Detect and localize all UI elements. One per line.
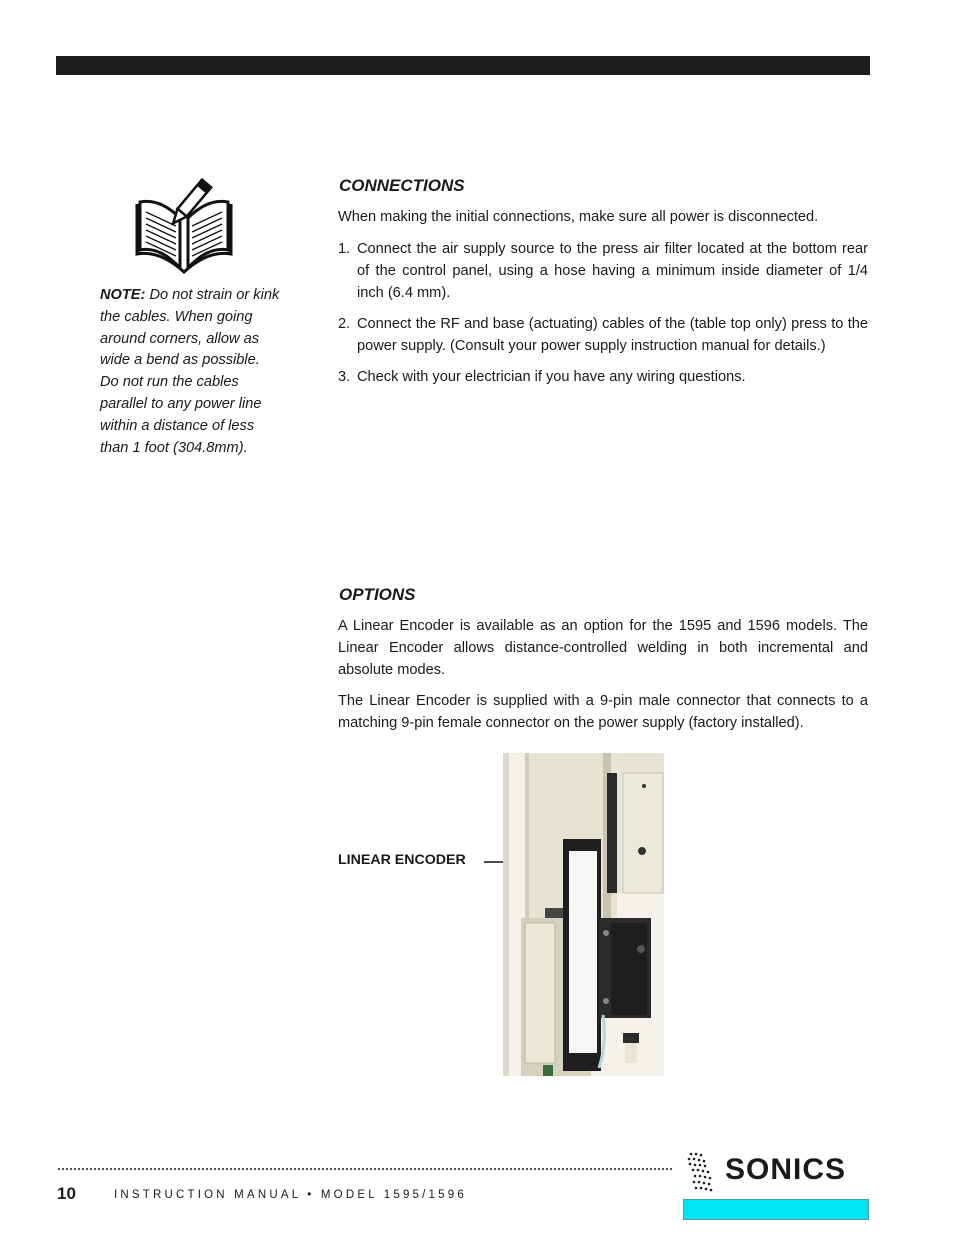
brand-name: SONICS — [725, 1153, 847, 1186]
step-text: Connect the RF and base (actuating) cables of the (table top only) press to the power supply. (Consult your power supply instruction manual for details.) — [357, 315, 868, 354]
connections-steps — [338, 239, 868, 398]
list-item — [338, 239, 868, 304]
step-number: 1. — [338, 241, 351, 257]
list-item — [338, 314, 868, 358]
options-paragraph: A Linear Encoder is available as an option for the 1595 and 1596 models. The Linear Encoder allows distance-controlled welding in both incremental and absolute modes. — [338, 618, 868, 678]
manual-title: INSTRUCTION MANUAL • MODEL 1595/1596 — [114, 1189, 467, 1201]
step-text: Connect the air supply source to the press air filter located at the bottom rear of the control panel, using a hose having a minimum inside diameter of 1/4 inch (6.4 mm). — [357, 241, 868, 301]
book-pencil-icon — [134, 178, 234, 274]
list-item — [338, 367, 868, 389]
sonics-logo-icon — [686, 1150, 716, 1192]
page-number: 10 — [57, 1184, 76, 1203]
connections-heading: CONNECTIONS — [339, 176, 465, 195]
note-body: Do not strain or kink the cables. When going around corners, allow as wide a bend as possible. Do not run the cables parallel to any power line within a distance of less than 1 foot (304.8mm). — [100, 287, 280, 456]
note-label: NOTE: — [100, 287, 146, 303]
linear-encoder-label: LINEAR ENCODER — [338, 852, 466, 868]
options-paragraph: The Linear Encoder is supplied with a 9-pin male connector that connects to a matching 9-pin female connector on the power supply (factory installed). — [338, 693, 868, 731]
connections-intro: When making the initial connections, make sure all power is disconnected. — [338, 209, 819, 225]
options-heading: OPTIONS — [339, 585, 416, 604]
step-text: Check with your electrician if you have any wiring questions. — [357, 368, 746, 385]
linear-encoder-photo — [503, 753, 664, 1076]
footer-accent-bar — [683, 1199, 869, 1220]
note-text — [100, 285, 280, 459]
step-number: 3. — [338, 368, 351, 385]
header-bar — [56, 56, 870, 75]
footer-rule — [58, 1168, 672, 1170]
step-number: 2. — [338, 315, 351, 332]
